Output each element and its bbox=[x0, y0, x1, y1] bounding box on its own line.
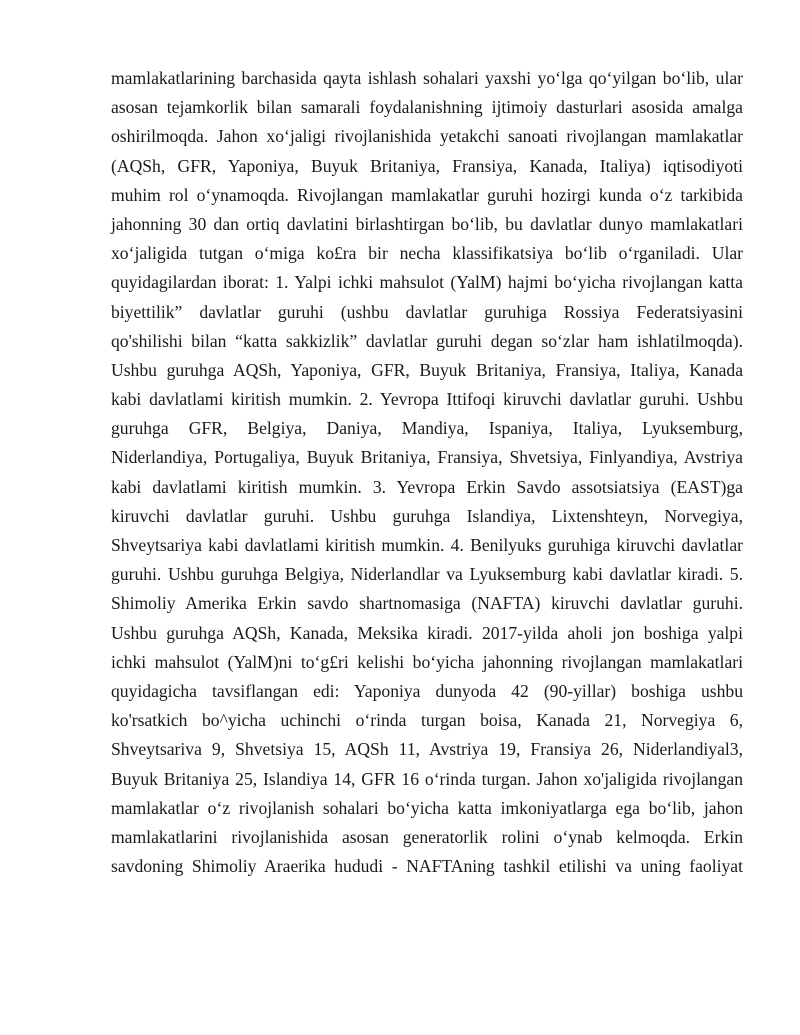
text-line-22: quyidagicha tavsiflangan edi: Yaponiya dunyoda 42 (90-yillar) boshiga ushbu bbox=[111, 680, 743, 701]
text-line-1: mamlakatlarining barchasida qayta ishlash sohalari yaxshi yo‘lga qo‘yilgan bo‘lib, ular bbox=[111, 68, 743, 88]
text-line-15: kabi davlatlami kiritish mumkin. 3. Yevropa Erkin Savdo assotsiatsiya (EAST)ga bbox=[111, 476, 743, 497]
text-line-10: qo'shilishi bilan “katta sakkizlik” davlatlar guruhi degan so‘zlar ham ishlatilmoqda). bbox=[111, 330, 743, 351]
text-line-5: muhim rol o‘ynamoqda. Rivojlangan mamlakatlar guruhi hozirgi kunda o‘z tarkibida bbox=[111, 184, 743, 205]
text-line-2: asosan tejamkorlik bilan samarali foydalanishning ijtimoiy dasturlari asosida amalga bbox=[111, 97, 743, 118]
text-line-27: mamlakatlarini rivojlanishida asosan generatorlik rolini o‘ynab kelmoqda. Erkin bbox=[111, 826, 743, 847]
text-line-17: Shveytsariya kabi davlatlami kiritish mumkin. 4. Benilyuks guruhiga kiruvchi davlatlar bbox=[111, 535, 743, 555]
text-line-3: oshirilmoqda. Jahon xo‘jaligi rivojlanishida yetakchi sanoati rivojlangan mamlakatlar bbox=[111, 126, 743, 147]
text-line-11: Ushbu guruhga AQSh, Yaponiya, GFR, Buyuk Britaniya, Fransiya, Italiya, Kanada bbox=[111, 359, 743, 380]
text-line-14: Niderlandiya, Portugaliya, Buyuk Britaniya, Fransiya, Shvetsiya, Finlyandiya, Avstriya bbox=[111, 447, 743, 468]
text-line-23: ko'rsatkich bo^yicha uchinchi o‘rinda turgan boisa, Kanada 21, Norvegiya 6, bbox=[111, 710, 743, 731]
text-line-25: Buyuk Britaniya 25, Islandiya 14, GFR 16 o‘rinda turgan. Jahon xo'jaligida rivojlangan bbox=[111, 768, 743, 789]
text-line-13: guruhga GFR, Belgiya, Daniya, Mandiya, Ispaniya, Italiya, Lyuksemburg, bbox=[111, 418, 743, 439]
text-line-7: xo‘jaligida tutgan o‘miga ko£ra bir necha klassifikatsiya bo‘lib o‘rganiladi. Ular bbox=[111, 243, 743, 264]
text-line-9: biyettilik” davlatlar guruhi (ushbu davlatlar guruhiga Rossiya Federatsiyasini bbox=[111, 301, 743, 322]
text-line-24: Shveytsariva 9, Shvetsiya 15, AQSh 11, Avstriya 19, Fransiya 26, Niderlandiyal3, bbox=[111, 739, 743, 760]
text-line-6: jahonning 30 dan ortiq davlatini birlashtirgan bo‘lib, bu davlatlar dunyo mamlakatlari bbox=[111, 213, 743, 234]
text-line-18: guruhi. Ushbu guruhga Belgiya, Niderlandlar va Lyuksemburg kabi davlatlar kiradi. 5. bbox=[111, 564, 743, 585]
text-line-21: ichki mahsulot (YalM)ni to‘g£ri kelishi bo‘yicha jahonning rivojlangan mamlakatlari bbox=[111, 651, 743, 672]
text-line-26: mamlakatlar o‘z rivojlanish sohalari bo‘yicha katta imkoniyatlarga ega bo‘lib, jahon bbox=[111, 797, 743, 818]
body-text bbox=[111, 64, 743, 881]
text-line-8: quyidagilardan iborat: 1. Yalpi ichki mahsulot (YalM) hajmi bo‘yicha rivojlangan katta bbox=[111, 272, 743, 293]
text-line-16: kiruvchi davlatlar guruhi. Ushbu guruhga Islandiya, Lixtenshteyn, Norvegiya, bbox=[111, 505, 743, 526]
text-line-28: savdoning Shimoliy Araerika hududi - NAFTAning tashkil etilishi va uning faoliyat bbox=[111, 856, 743, 877]
text-line-4: (AQSh, GFR, Yaponiya, Buyuk Britaniya, Fransiya, Kanada, Italiya) iqtisodiyoti bbox=[111, 155, 743, 176]
text-line-12: kabi davlatlami kiritish mumkin. 2. Yevropa Ittifoqi kiruvchi davlatlar guruhi. Ushbu bbox=[111, 389, 743, 410]
text-line-19: Shimoliy Amerika Erkin savdo shartnomasiga (NAFTA) kiruvchi davlatlar guruhi. bbox=[111, 593, 743, 614]
text-line-20: Ushbu guruhga AQSh, Kanada, Meksika kiradi. 2017-yilda aholi jon boshiga yalpi bbox=[111, 622, 743, 643]
